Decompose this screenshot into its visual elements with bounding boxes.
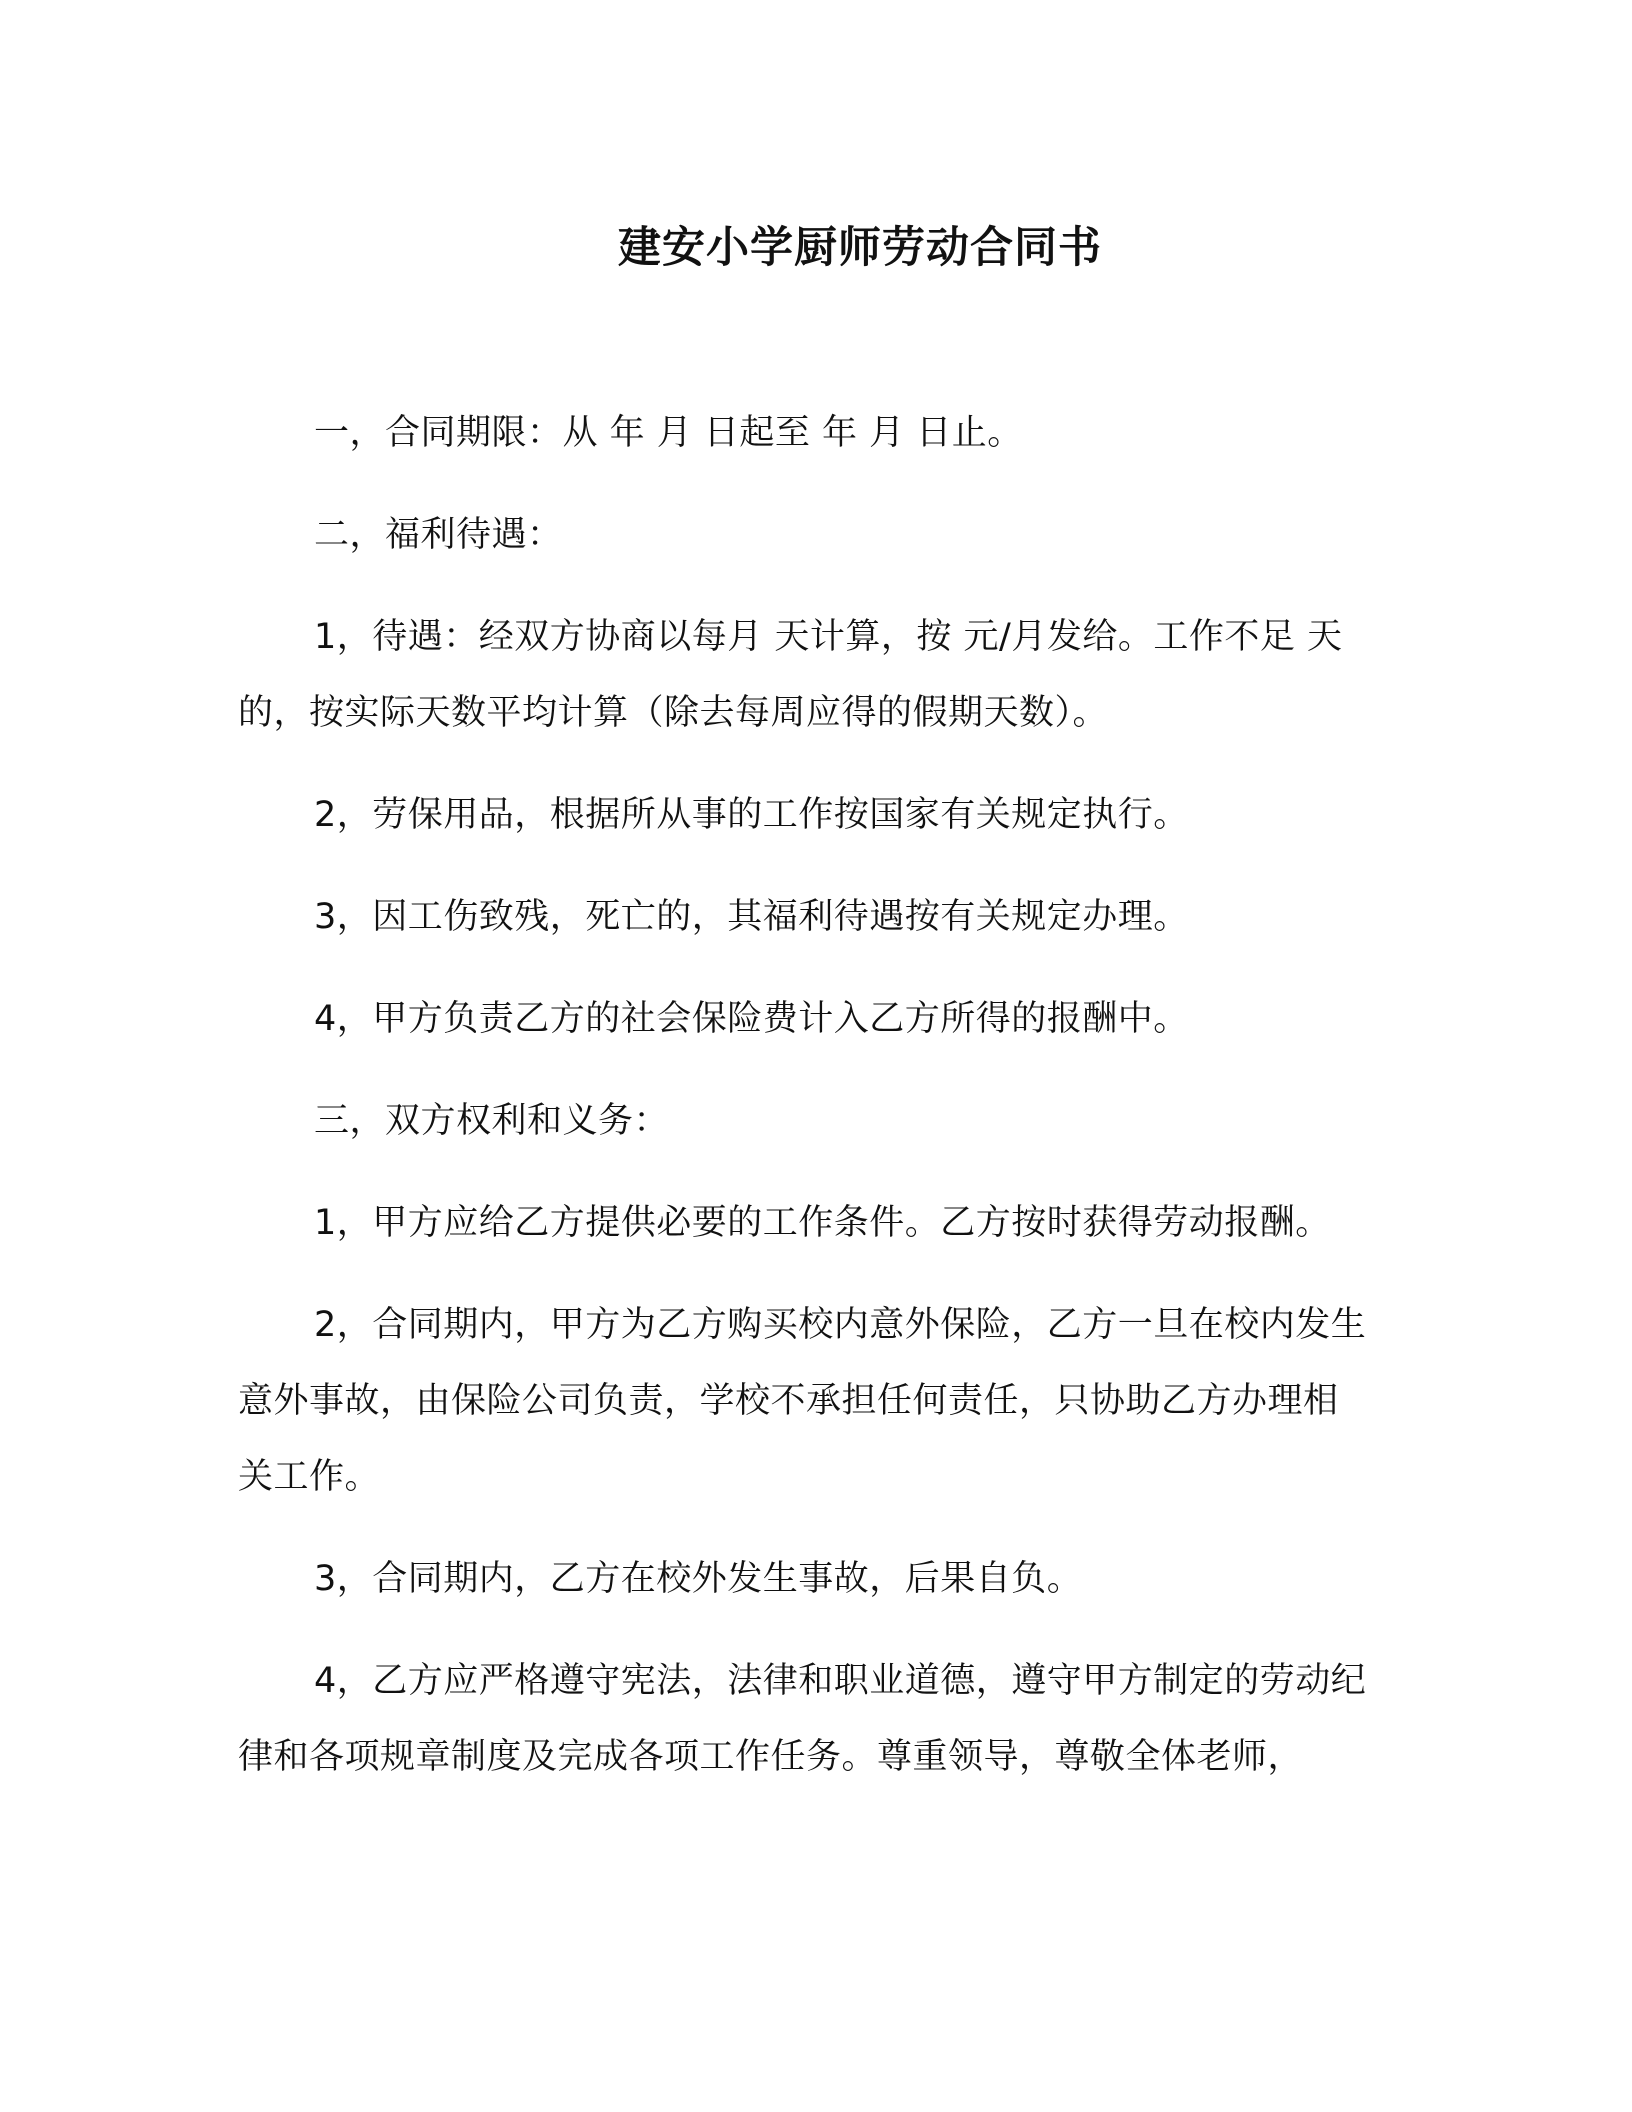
rights-item-3: 3，合同期内，乙方在校外发生事故，后果自负。 (314, 1559, 1083, 1599)
benefit-item-1: 1，待遇：经双方协商以每月 天计算，按 元/月发给。工作不足 天的，按实际天数平均计算（除去每周应得的假期天数）。 (238, 617, 1343, 733)
benefit-item-2: 2，劳保用品，根据所从事的工作按国家有关规定执行。 (314, 795, 1189, 835)
benefit-item-4: 4，甲方负责乙方的社会保险费计入乙方所得的报酬中。 (314, 999, 1189, 1039)
document-title: 建安小学厨师劳动合同书 (618, 223, 1102, 273)
section-benefits-heading: 二，福利待遇： (314, 515, 563, 555)
rights-item-1: 1，甲方应给乙方提供必要的工作条件。乙方按时获得劳动报酬。 (314, 1203, 1331, 1243)
section-rights-heading: 三，双方权利和义务： (314, 1101, 670, 1141)
rights-item-4: 4，乙方应严格遵守宪法，法律和职业道德，遵守甲方制定的劳动纪律和各项规章制度及完成各项工作任务。尊重领导，尊敬全体老师， (238, 1661, 1367, 1777)
benefit-item-3: 3，因工伤致残，死亡的，其福利待遇按有关规定办理。 (314, 897, 1189, 937)
rights-item-2: 2，合同期内，甲方为乙方购买校内意外保险，乙方一旦在校内发生意外事故，由保险公司负责，学校不承担任何责任，只协助乙方办理相关工作。 (238, 1305, 1367, 1497)
document-body (238, 395, 1372, 1795)
clause-term: 一，合同期限：从 年 月 日起至 年 月 日止。 (314, 413, 1023, 453)
